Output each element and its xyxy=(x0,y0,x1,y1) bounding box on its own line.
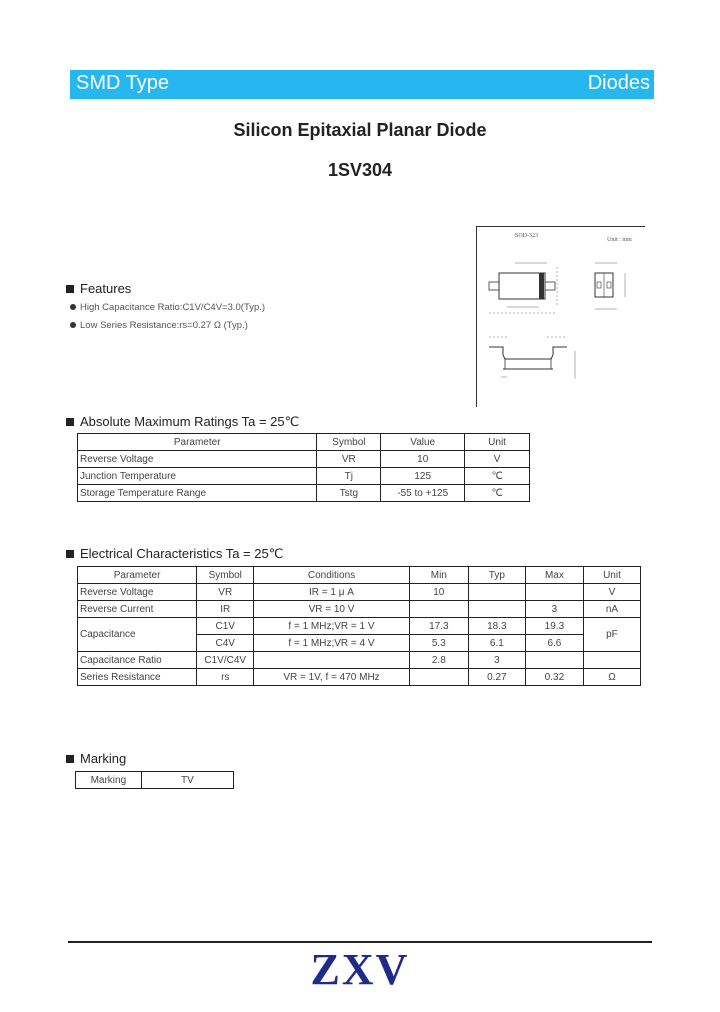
features-heading: Features xyxy=(66,281,131,296)
table-header-cell: Parameter xyxy=(78,434,317,451)
table-cell: IR = 1 μ A xyxy=(254,584,410,601)
section-bullet-icon xyxy=(66,418,74,426)
table-cell: 6.6 xyxy=(525,635,583,652)
table-header-cell: Symbol xyxy=(317,434,381,451)
electrical-characteristics-table xyxy=(77,566,641,686)
table-cell: Reverse Voltage xyxy=(78,451,317,468)
table-row xyxy=(78,451,530,468)
table-cell xyxy=(525,652,583,669)
table-row xyxy=(78,601,641,618)
table-cell: f = 1 MHz;VR = 4 V xyxy=(254,635,410,652)
table-row xyxy=(78,584,641,601)
table-cell: C1V xyxy=(197,618,254,635)
table-cell: VR xyxy=(197,584,254,601)
table-cell: Ω xyxy=(583,669,640,686)
table-cell: 18.3 xyxy=(468,618,525,635)
marking-table xyxy=(75,771,234,789)
table-cell: C4V xyxy=(197,635,254,652)
section-bullet-icon xyxy=(66,550,74,558)
table-row xyxy=(78,468,530,485)
table-row xyxy=(78,669,641,686)
table-cell: ℃ xyxy=(465,468,530,485)
table-cell: 125 xyxy=(381,468,465,485)
table-cell: V xyxy=(465,451,530,468)
table-row xyxy=(76,772,234,789)
table-header-cell: Unit xyxy=(583,567,640,584)
abs-max-table xyxy=(77,433,530,502)
table-header-cell: Max xyxy=(525,567,583,584)
table-header-cell: Conditions xyxy=(254,567,410,584)
table-cell xyxy=(468,584,525,601)
table-cell: VR = 1V, f = 470 MHz xyxy=(254,669,410,686)
table-cell: Junction Temperature xyxy=(78,468,317,485)
category-label: SMD Type xyxy=(76,72,169,94)
table-cell: Marking xyxy=(76,772,142,789)
package-outline-image xyxy=(477,227,645,407)
table-cell: Reverse Voltage xyxy=(78,584,197,601)
part-number: 1SV304 xyxy=(327,160,393,180)
table-cell: ℃ xyxy=(465,485,530,502)
table-cell xyxy=(525,584,583,601)
table-header-cell: Min xyxy=(409,567,468,584)
table-cell: 3 xyxy=(468,652,525,669)
table-cell: Series Resistance xyxy=(78,669,197,686)
abs-max-heading: Absolute Maximum Ratings Ta = 25℃ xyxy=(66,414,299,430)
table-cell: 6.1 xyxy=(468,635,525,652)
header-bar xyxy=(70,70,654,99)
table-header-cell: Symbol xyxy=(197,567,254,584)
table-header-cell: Parameter xyxy=(78,567,197,584)
table-cell: Reverse Current xyxy=(78,601,197,618)
table-cell: 0.27 xyxy=(468,669,525,686)
table-cell: Storage Temperature Range xyxy=(78,485,317,502)
table-cell: pF xyxy=(583,618,640,652)
table-cell: 0.32 xyxy=(525,669,583,686)
section-bullet-icon xyxy=(66,285,74,293)
table-cell: TV xyxy=(141,772,233,789)
table-cell: V xyxy=(583,584,640,601)
table-cell: nA xyxy=(583,601,640,618)
table-cell: 17.3 xyxy=(409,618,468,635)
document-title: Silicon Epitaxial Planar Diode xyxy=(233,120,487,140)
svg-text:Unit : mm: Unit : mm xyxy=(607,237,632,243)
table-cell: 19.3 xyxy=(525,618,583,635)
table-cell: C1V/C4V xyxy=(197,652,254,669)
table-cell: Tstg xyxy=(317,485,381,502)
table-row xyxy=(78,652,641,669)
table-cell: 10 xyxy=(381,451,465,468)
zxv-logo-icon xyxy=(295,948,425,992)
table-cell: Capacitance xyxy=(78,618,197,652)
table-cell: 5.3 xyxy=(409,635,468,652)
bullet-icon xyxy=(70,304,76,310)
table-cell: 10 xyxy=(409,584,468,601)
logo-text: ZXV xyxy=(310,948,410,992)
bullet-icon xyxy=(70,322,76,328)
table-cell: f = 1 MHz;VR = 1 V xyxy=(254,618,410,635)
table-header-cell: Value xyxy=(381,434,465,451)
table-header-cell: Unit xyxy=(465,434,530,451)
brand-logo xyxy=(0,948,720,997)
elec-heading: Electrical Characteristics Ta = 25℃ xyxy=(66,546,283,562)
table-cell xyxy=(583,652,640,669)
feature-item: Low Series Resistance:rs=0.27 Ω (Typ.) xyxy=(70,320,248,331)
table-cell xyxy=(409,669,468,686)
marking-heading: Marking xyxy=(66,751,126,766)
product-type-label: Diodes xyxy=(587,72,650,94)
table-cell xyxy=(468,601,525,618)
table-cell: VR xyxy=(317,451,381,468)
feature-item: High Capacitance Ratio:C1V/C4V=3.0(Typ.) xyxy=(70,302,265,313)
table-cell: 3 xyxy=(525,601,583,618)
table-cell: rs xyxy=(197,669,254,686)
table-cell: Capacitance Ratio xyxy=(78,652,197,669)
package-label: SOD-323 xyxy=(515,233,539,239)
table-header-row xyxy=(78,434,530,451)
section-bullet-icon xyxy=(66,755,74,763)
table-header-cell: Typ xyxy=(468,567,525,584)
table-header-row xyxy=(78,567,641,584)
table-cell: -55 to +125 xyxy=(381,485,465,502)
table-cell: 2.8 xyxy=(409,652,468,669)
table-cell xyxy=(254,652,410,669)
footer-divider xyxy=(68,941,652,943)
table-cell xyxy=(409,601,468,618)
table-row xyxy=(78,618,641,635)
table-cell: VR = 10 V xyxy=(254,601,410,618)
package-drawing xyxy=(476,226,645,407)
table-row xyxy=(78,485,530,502)
table-cell: Tj xyxy=(317,468,381,485)
table-cell: IR xyxy=(197,601,254,618)
